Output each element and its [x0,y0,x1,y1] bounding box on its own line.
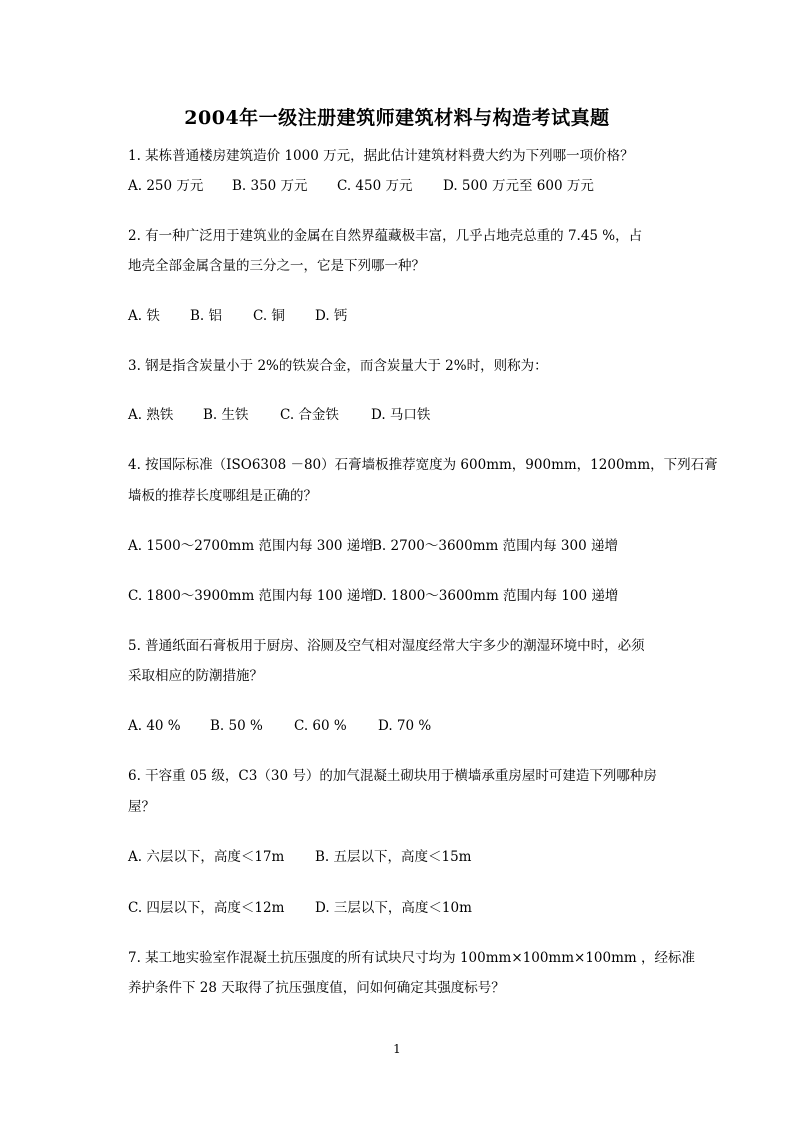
question-7-text-line-2: 养护条件下 28 天取得了抗压强度值，问如何确定其强度标号？ [128,980,505,996]
question-5-options [128,716,688,736]
question-1-options [128,176,688,196]
question-1-text: 1. 某栋普通楼房建筑造价 1000 万元，据此估计建筑材料费大约为下列哪一项价格？ [128,148,634,164]
page-number: 1 [393,1042,401,1056]
option-d: D. 1800～3600mm 范围内每 100 递增 [372,588,619,604]
option-a: A. 1500～2700mm 范围内每 300 递增 [128,538,374,554]
option-c: C. 铜 [253,308,285,324]
option-a: A. 六层以下，高度＜17m [128,849,285,865]
option-c: C. 60 % [294,718,347,734]
option-a: A. 40 % [128,718,181,734]
option-d: D. 500 万元至 600 万元 [443,178,594,194]
question-5-text-line-2: 采取相应的防潮措施？ [128,668,263,684]
option-c: C. 四层以下，高度＜12m [128,900,285,916]
question-2-options [128,306,688,326]
question-2-text-line-2: 地壳全部金属含量的三分之一，它是下列哪一种？ [128,258,425,274]
option-d: D. 钙 [315,308,348,324]
question-5-text-line-1: 5. 普通纸面石膏板用于厨房、浴厕及空气相对湿度经常大宇多少的潮湿环境中时，必须 [128,638,645,654]
question-3-text: 3. 钢是指含炭量小于 2%的铁炭合金，而含炭量大于 2%时，则称为： [128,358,548,374]
option-c: C. 450 万元 [337,178,413,194]
option-a: A. 铁 [128,308,160,324]
option-d: D. 三层以下，高度＜10m [315,900,472,916]
question-4-options-row-2 [128,586,688,606]
option-a: A. 熟铁 [128,407,174,423]
option-b: B. 生铁 [203,407,249,423]
option-d: D. 马口铁 [371,407,431,423]
option-c: C. 合金铁 [280,407,339,423]
option-b: B. 铝 [190,308,223,324]
option-b: B. 350 万元 [232,178,308,194]
option-b: B. 五层以下，高度＜15m [315,849,472,865]
question-6-options-row-1 [128,847,688,867]
option-a: A. 250 万元 [128,178,204,194]
question-4-options-row-1 [128,536,688,556]
question-4-text-line-1: 4. 按国际标准（ISO6308 －80）石膏墙板推荐宽度为 600mm，900mm，1200mm，下列石膏 [128,457,718,473]
question-2-text-line-1: 2. 有一种广泛用于建筑业的金属在自然界蕴藏极丰富，几乎占地壳总重的 7.45 %，占 [128,228,643,244]
page-title: 2004年一级注册建筑师建筑材料与构造考试真题 [184,107,610,129]
option-b: B. 50 % [210,718,263,734]
question-7-text-line-1: 7. 某工地实验室作混凝土抗压强度的所有试块尺寸均为 100mm×100mm×100mm ，经标准 [128,950,695,966]
option-d: D. 70 % [378,718,432,734]
question-3-options [128,405,688,425]
question-6-text-line-2: 屋？ [128,799,155,815]
question-6-text-line-1: 6. 干容重 05 级，C3（30 号）的加气混凝土砌块用于横墙承重房屋时可建造下列哪种房 [128,768,657,784]
option-b: B. 2700～3600mm 范围内每 300 递增 [372,538,618,554]
question-6-options-row-2 [128,898,688,918]
question-4-text-line-2: 墙板的推荐长度哪组是正确的？ [128,488,317,504]
option-c: C. 1800～3900mm 范围内每 100 递增 [128,588,374,604]
